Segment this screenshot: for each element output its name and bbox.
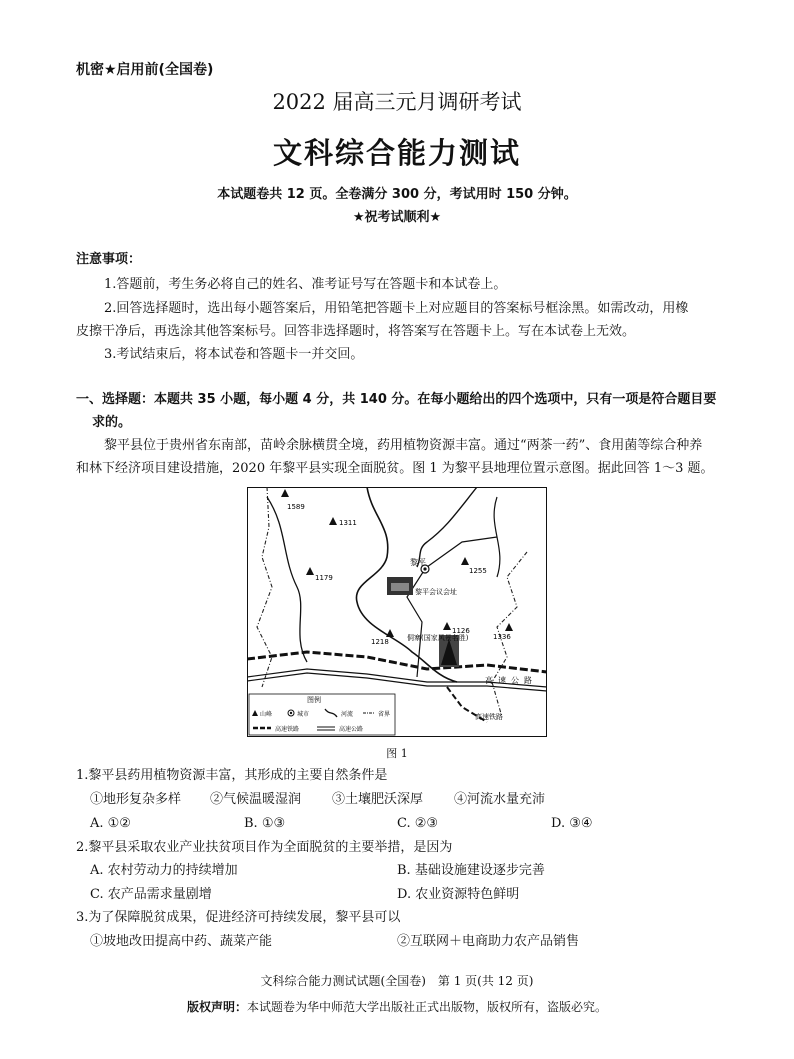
legend-item: 高速铁路: [275, 726, 300, 733]
meeting-site-label: 黎平会议会址: [415, 588, 457, 596]
note-item: 皮擦干净后，再选涂其他答案标号。回答非选择题时，将答案写在答题卡上。写在本试卷上无效。: [76, 324, 636, 339]
confidential-label: 机密★启用前(全国卷): [76, 62, 214, 78]
good-luck-note: ★祝考试顺利★: [352, 210, 442, 225]
railway-label: 高速铁路: [475, 713, 503, 721]
highway-label: 高速公路: [485, 676, 537, 685]
peak-elevation: 1179: [315, 574, 333, 582]
peak-elevation: 1126: [452, 627, 470, 635]
answer-option[interactable]: D. 农业资源特色鲜明: [397, 887, 520, 902]
section-title-cont: 求的。: [92, 415, 132, 430]
question-item: ②气候温暖湿润: [210, 792, 302, 807]
note-item: 1.答题前，考生务必将自己的姓名、准考证号写在答题卡和本试卷上。: [104, 277, 507, 292]
answer-option[interactable]: B. 基础设施建设逐步完善: [397, 863, 545, 878]
legend-item: 高速公路: [339, 726, 364, 733]
location-map: [247, 487, 547, 737]
exam-info: 本试题卷共 12 页。全卷满分 300 分，考试用时 150 分钟。: [217, 187, 577, 202]
answer-option[interactable]: A. ①②: [90, 816, 131, 831]
peak-elevation: 1311: [339, 519, 357, 527]
answer-option[interactable]: A. 农村劳动力的持续增加: [90, 863, 238, 878]
notes-title: 注意事项：: [76, 252, 142, 267]
page-title: 文科综合能力测试: [272, 136, 521, 170]
peak-elevation: 1589: [287, 503, 305, 511]
legend-title: 图例: [307, 696, 321, 704]
question-stem: 2.黎平县采取农业产业扶贫项目作为全面脱贫的主要举措，是因为: [76, 840, 453, 855]
question-item: ②互联网＋电商助力农产品销售: [397, 934, 580, 949]
legend-item: 河流: [341, 711, 354, 718]
question-item: ①坡地改田提高中药、蔬菜产能: [90, 934, 273, 949]
dong-village-label: 侗寨(国家风景名胜): [407, 634, 469, 642]
exam-name: 2022 届高三元月调研考试: [272, 90, 522, 114]
copyright-text: 本试题卷为华中师范大学出版社正式出版物，版权所有，盗版必究。: [247, 1000, 608, 1014]
page-footer: 文科综合能力测试试题(全国卷) 第 1 页(共 12 页): [260, 974, 534, 988]
section-title: 一、选择题：本题共 35 小题，每小题 4 分，共 140 分。在每小题给出的四个选项中，只有一项是符合题目要: [76, 392, 717, 407]
peak-elevation: 1218: [371, 638, 389, 646]
question-stem: 1.黎平县药用植物资源丰富，其形成的主要自然条件是: [76, 768, 388, 783]
answer-option[interactable]: D. ③④: [551, 816, 593, 831]
note-item: 3.考试结束后，将本试卷和答题卡一并交回。: [104, 347, 364, 362]
question-stem: 3.为了保障脱贫成果，促进经济可持续发展，黎平县可以: [76, 910, 401, 925]
answer-option[interactable]: C. ②③: [397, 816, 439, 831]
answer-option[interactable]: C. 农产品需求量剧增: [90, 887, 212, 902]
note-item: 2.回答选择题时，选出每小题答案后，用铅笔把答题卡上对应题目的答案标号框涂黑。如需改动，用橡: [104, 301, 689, 316]
question-item: ④河流水量充沛: [454, 792, 546, 807]
legend-item: 山峰: [260, 711, 273, 718]
intro-paragraph: 黎平县位于贵州省东南部，苗岭余脉横贯全境，药用植物资源丰富。通过“两茶一药”、食用菌等综合种养: [104, 438, 703, 453]
figure-caption: 图 1: [386, 747, 408, 760]
question-item: ③土壤肥沃深厚: [332, 792, 424, 807]
copyright-notice: [0, 998, 794, 1015]
copyright-label: 版权声明：: [186, 1000, 247, 1014]
answer-option[interactable]: B. ①③: [244, 816, 286, 831]
peak-elevation: 1255: [469, 567, 487, 575]
peak-elevation: 1336: [493, 633, 511, 641]
city-label: 黎平: [410, 558, 426, 567]
question-item: ①地形复杂多样: [90, 792, 182, 807]
intro-paragraph-cont: 和林下经济项目建设措施，2020 年黎平县实现全面脱贫。图 1 为黎平县地理位置示意图。据此回答 1～3 题。: [76, 461, 714, 476]
legend-item: 省界: [378, 711, 391, 718]
legend-item: 城市: [297, 711, 310, 718]
